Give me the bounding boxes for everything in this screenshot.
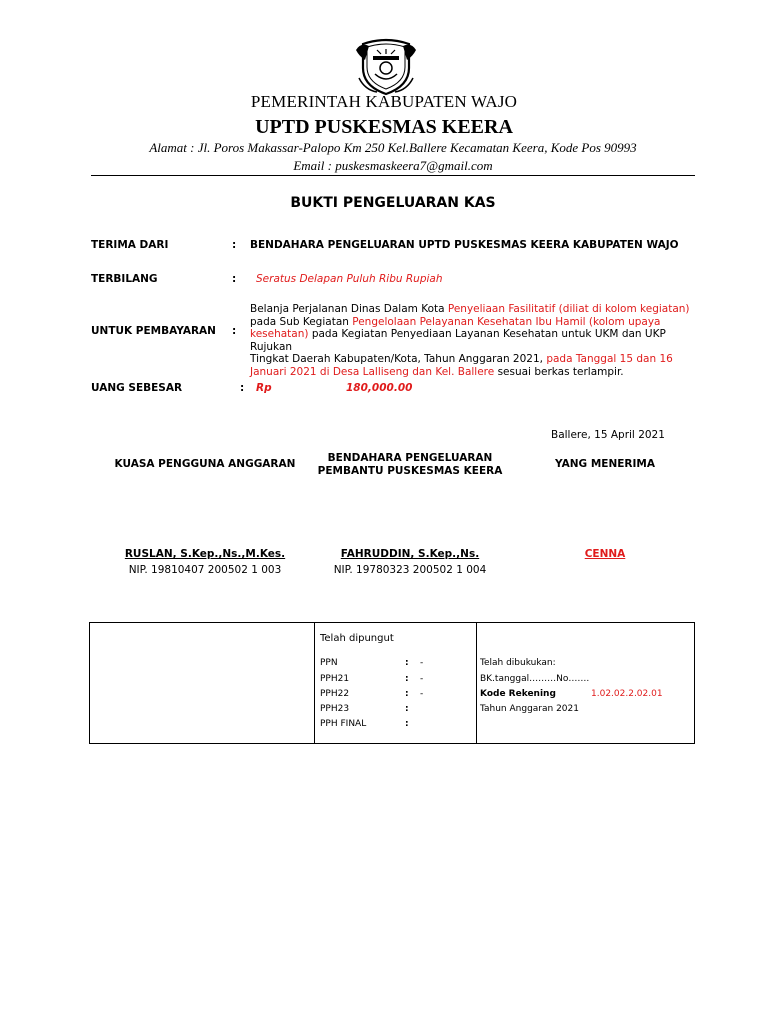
currency-symbol: Rp <box>256 382 272 394</box>
payment-text-4: Pengelolaan Pelayanan Kesehatan Ibu Hamil (kolom upaya <box>352 315 661 328</box>
collected-title: Telah dipungut <box>320 633 394 644</box>
tax-name-pph22: PPH22 <box>320 689 350 699</box>
tax-value-ppn: - <box>420 658 424 668</box>
account-code-label: Kode Rekening <box>480 689 556 699</box>
box-divider-1 <box>314 622 315 744</box>
document-title: BUKTI PENGELUARAN KAS <box>290 195 496 211</box>
tax-value-pph21: - <box>420 674 424 684</box>
receive-from-colon: : <box>232 239 237 251</box>
kpa-name: RUSLAN, S.Kep.,Ns.,M.Kes. <box>124 548 286 560</box>
email-line: Email : puskesmaskeera7@gmail.com <box>293 158 493 173</box>
spelled-amount-label: TERBILANG <box>91 273 158 285</box>
header-divider <box>91 175 695 176</box>
organization-name: UPTD PUSKESMAS KEERA <box>255 116 513 138</box>
spelled-amount-colon: : <box>232 273 237 285</box>
tax-colon-pph23: : <box>405 704 409 714</box>
payment-text-5: kesehatan) <box>250 328 309 341</box>
tax-colon-pph21: : <box>405 674 409 684</box>
payment-text-10: sesuai berkas terlampir. <box>494 365 624 378</box>
treasurer-name: FAHRUDDIN, S.Kep.,Ns. <box>340 548 480 560</box>
amount-colon: : <box>240 382 245 394</box>
payment-text-3: pada Sub Kegiatan <box>250 315 353 328</box>
amount-value: 180,000.00 <box>346 382 413 394</box>
tax-colon-pph22: : <box>405 689 409 699</box>
tax-name-pph23: PPH23 <box>320 704 350 714</box>
fiscal-year: Tahun Anggaran 2021 <box>480 704 579 714</box>
address-line: Alamat : Jl. Poros Makassar-Palopo Km 250 Kel.Ballere Kecamatan Keera, Kode Pos 90993 <box>149 140 637 155</box>
tax-value-pph22: - <box>420 689 424 699</box>
payment-purpose-text <box>250 303 690 379</box>
tax-colon-ppn: : <box>405 658 409 668</box>
coat-of-arms-logo <box>355 38 417 96</box>
payment-text-6: pada Kegiatan Penyediaan Layanan Kesehatan untuk UKM dan UKP Rujukan <box>250 328 666 353</box>
bk-line: BK.tanggal………No……. <box>480 674 590 684</box>
kpa-title: KUASA PENGGUNA ANGGARAN <box>114 458 296 470</box>
treasurer-nip: NIP. 19780323 200502 1 004 <box>333 564 487 576</box>
tax-name-pph-final: PPH FINAL <box>320 719 367 729</box>
spelled-amount-value: Seratus Delapan Puluh Ribu Rupiah <box>256 273 443 285</box>
government-name: PEMERINTAH KABUPATEN WAJO <box>250 92 518 111</box>
tax-name-ppn: PPN <box>320 658 338 668</box>
tax-name-pph21: PPH21 <box>320 674 350 684</box>
amount-label: UANG SEBESAR <box>91 382 183 394</box>
payment-text-7: Tingkat Daerah Kabupaten/Kota, Tahun Anggaran 2021, <box>250 353 547 366</box>
place-date: Ballere, 15 April 2021 <box>551 429 665 441</box>
payment-text-1: Belanja Perjalanan Dinas Dalam Kota <box>250 303 448 315</box>
treasurer-title-line-1: BENDAHARA PENGELUARAN <box>327 452 493 464</box>
receiver-name: CENNA <box>584 548 626 560</box>
kpa-nip: NIP. 19810407 200502 1 003 <box>128 564 282 576</box>
payment-purpose-colon: : <box>232 325 237 337</box>
receive-from-label: TERIMA DARI <box>91 239 169 251</box>
receive-from-value: BENDAHARA PENGELUARAN UPTD PUSKESMAS KEERA KABUPATEN WAJO <box>250 239 679 251</box>
tax-colon-pph-final: : <box>405 719 409 729</box>
payment-text-8: pada Tanggal 15 dan 16 <box>546 353 673 366</box>
payment-text-9: Januari 2021 di Desa Lalliseng dan Kel. Ballere <box>250 365 495 378</box>
treasurer-title <box>300 452 520 477</box>
treasurer-title-line-2: PEMBANTU PUSKESMAS KEERA <box>317 464 503 477</box>
account-code-value: 1.02.02.2.02.01 <box>591 689 663 699</box>
payment-purpose-label: UNTUK PEMBAYARAN <box>91 325 216 337</box>
box-divider-2 <box>476 622 477 744</box>
booked-title: Telah dibukukan: <box>480 658 556 668</box>
payment-text-2: Penyeliaan Fasilitatif (diliat di kolom kegiatan) <box>447 303 690 315</box>
receiver-title: YANG MENERIMA <box>555 458 655 470</box>
